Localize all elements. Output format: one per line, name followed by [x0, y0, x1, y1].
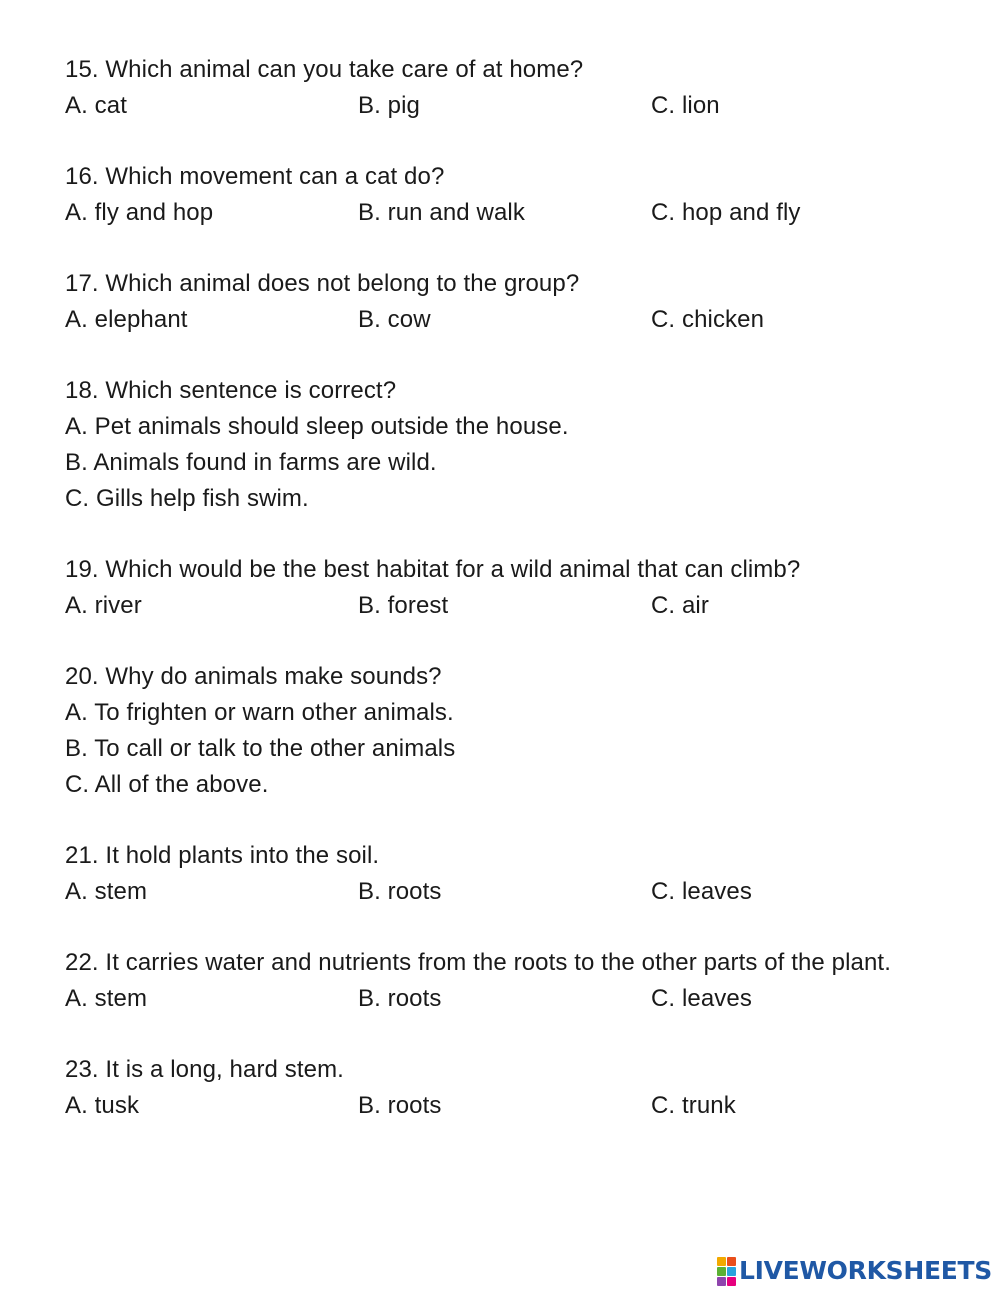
- question-19: [65, 552, 965, 624]
- option-c: C. air: [651, 592, 709, 619]
- answer-options: [65, 302, 965, 338]
- option-a: A. river: [65, 592, 142, 619]
- question-text: 15. Which animal can you take care of at home?: [65, 56, 584, 83]
- option-c: C. chicken: [651, 306, 765, 333]
- option-c: C. lion: [651, 92, 720, 119]
- option-b: B. Animals found in farms are wild.: [65, 449, 437, 476]
- question-23: [65, 1052, 965, 1124]
- option-b: B. roots: [358, 878, 442, 905]
- question-text: 19. Which would be the best habitat for a wild animal that can climb?: [65, 556, 801, 583]
- liveworksheets-brand: [717, 1254, 992, 1288]
- option-b: B. pig: [358, 92, 420, 119]
- option-b: B. To call or talk to the other animals: [65, 735, 456, 762]
- option-c: C. leaves: [651, 985, 752, 1012]
- question-text: 21. It hold plants into the soil.: [65, 842, 380, 869]
- answer-options: [65, 874, 965, 910]
- answer-options: [65, 695, 965, 803]
- question-18: [65, 373, 965, 517]
- option-a: A. tusk: [65, 1092, 140, 1119]
- option-c: C. Gills help fish swim.: [65, 485, 309, 512]
- option-c: C. trunk: [651, 1092, 736, 1119]
- brand-name: LIVEWORKSHEETS: [738, 1256, 992, 1285]
- question-17: [65, 266, 965, 338]
- option-b: B. cow: [358, 306, 431, 333]
- option-b: B. run and walk: [358, 199, 525, 226]
- question-15: [65, 52, 965, 124]
- option-a: A. stem: [65, 878, 148, 905]
- option-c: C. All of the above.: [65, 771, 269, 798]
- logo-tile: [717, 1257, 726, 1266]
- option-a: A. cat: [65, 92, 127, 119]
- liveworksheets-logo-icon: [717, 1257, 736, 1286]
- question-text: 20. Why do animals make sounds?: [65, 663, 442, 690]
- question-text: 17. Which animal does not belong to the group?: [65, 270, 580, 297]
- option-a: A. fly and hop: [65, 199, 214, 226]
- answer-options: [65, 981, 965, 1017]
- logo-tile: [727, 1277, 736, 1286]
- logo-tile: [717, 1277, 726, 1286]
- option-a: A. elephant: [65, 306, 188, 333]
- answer-options: [65, 588, 965, 624]
- worksheet: [65, 52, 965, 1159]
- question-text: 16. Which movement can a cat do?: [65, 163, 445, 190]
- answer-options: [65, 195, 965, 231]
- question-20: [65, 659, 965, 803]
- option-c: C. leaves: [651, 878, 752, 905]
- question-text: 18. Which sentence is correct?: [65, 377, 397, 404]
- answer-options: [65, 1088, 965, 1124]
- option-a: A. Pet animals should sleep outside the house.: [65, 413, 569, 440]
- question-21: [65, 838, 965, 910]
- option-a: A. stem: [65, 985, 148, 1012]
- option-b: B. roots: [358, 1092, 442, 1119]
- logo-tile: [727, 1257, 736, 1266]
- question-text: 23. It is a long, hard stem.: [65, 1056, 344, 1083]
- logo-tile: [727, 1267, 736, 1276]
- question-22: [65, 945, 965, 1017]
- option-c: C. hop and fly: [651, 199, 801, 226]
- question-16: [65, 159, 965, 231]
- answer-options: [65, 88, 965, 124]
- option-b: B. roots: [358, 985, 442, 1012]
- logo-tile: [717, 1267, 726, 1276]
- question-text: 22. It carries water and nutrients from the roots to the other parts of the plant.: [65, 949, 891, 976]
- option-b: B. forest: [358, 592, 449, 619]
- option-a: A. To frighten or warn other animals.: [65, 699, 454, 726]
- answer-options: [65, 409, 965, 517]
